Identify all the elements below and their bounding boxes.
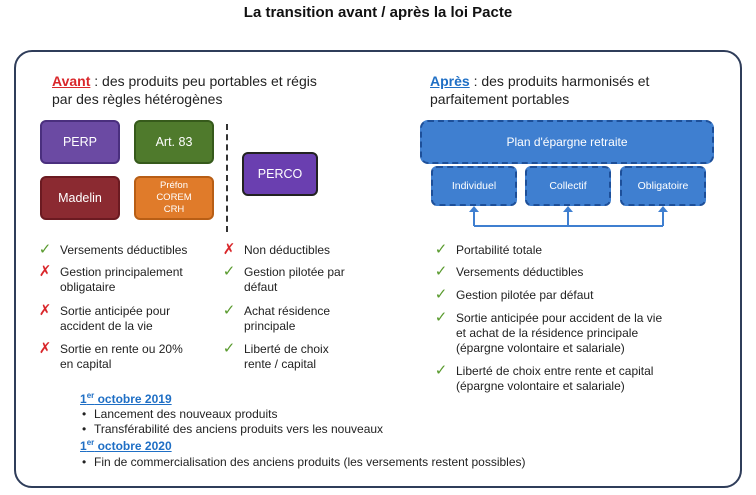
item-text: obligataire — [60, 280, 116, 294]
item-text: Versements déductibles — [456, 265, 584, 279]
after-item — [432, 288, 593, 303]
product-perp: PERP — [40, 120, 120, 164]
timeline-date-1 — [80, 391, 172, 406]
date-2-rest: octobre 2020 — [94, 439, 172, 453]
product-art83: Art. 83 — [134, 120, 214, 164]
item-text: Versements déductibles — [60, 243, 188, 257]
item-text: et achat de la résidence principale — [456, 326, 639, 340]
item-text: Non déductibles — [244, 243, 331, 257]
item-text: Achat résidence — [244, 304, 331, 318]
item-text: Liberté de choix — [244, 342, 329, 356]
cross-icon: ✗ — [38, 263, 52, 280]
before-right-item — [220, 342, 329, 372]
date-1-day: 1 — [80, 392, 87, 406]
check-icon: ✓ — [434, 241, 448, 258]
product-perco: PERCO — [242, 152, 318, 196]
item-text: rente / capital — [244, 357, 317, 371]
item-text: Sortie anticipée pour accident de la vie — [456, 311, 663, 325]
sub-box-collectif: Collectif — [525, 166, 611, 206]
item-text: principale — [244, 319, 296, 333]
arrowhead-individuel — [469, 206, 479, 212]
page-title: La transition avant / après la loi Pacte — [243, 4, 513, 21]
before-left-item — [36, 265, 183, 295]
item-text: Sortie en rente ou 20% — [60, 342, 183, 356]
after-heading-line1: : des produits harmonisés et — [469, 73, 650, 89]
product-madelin: Madelin — [40, 176, 120, 220]
check-icon: ✓ — [222, 302, 236, 319]
check-icon: ✓ — [434, 362, 448, 379]
before-right-item — [220, 304, 330, 334]
before-heading-line1: : des produits peu portables et régis — [90, 73, 317, 89]
item-text: Gestion pilotée par — [244, 265, 345, 279]
check-icon: ✓ — [434, 286, 448, 303]
before-left-item — [36, 342, 183, 372]
after-heading-line2: parfaitement portables — [430, 91, 570, 107]
sub-box-individuel: Individuel — [431, 166, 517, 206]
check-icon: ✓ — [434, 309, 448, 326]
plan-epargne-retraite-box: Plan d'épargne retraite — [420, 120, 714, 164]
timeline-bullet: • Lancement des nouveaux produits — [80, 407, 277, 422]
date-2-day: 1 — [80, 439, 87, 453]
date-2-sup: er — [86, 438, 95, 447]
arrowhead-collectif — [563, 206, 573, 212]
after-item — [432, 243, 542, 258]
after-item — [432, 265, 583, 280]
check-icon: ✓ — [222, 340, 236, 357]
date-1-rest: octobre 2019 — [94, 392, 172, 406]
product-prefon-line3: CRH — [163, 204, 185, 215]
cross-icon: ✗ — [38, 340, 52, 357]
before-keyword: Avant — [52, 73, 91, 89]
item-text: en capital — [60, 357, 112, 371]
timeline-date-2 — [80, 438, 172, 453]
item-text: (épargne volontaire et salariale) — [456, 379, 625, 393]
after-keyword: Après — [430, 73, 470, 89]
before-right-item — [220, 243, 330, 258]
product-prefon-line2: COREM — [156, 192, 192, 203]
sub-box-obligatoire: Obligatoire — [620, 166, 706, 206]
item-text: Portabilité totale — [456, 243, 543, 257]
cross-icon: ✗ — [38, 302, 52, 319]
item-text: Gestion principalement — [60, 265, 183, 279]
arrowhead-obligatoire — [658, 206, 668, 212]
item-text: Sortie anticipée pour — [60, 304, 171, 318]
check-icon: ✓ — [222, 263, 236, 280]
cross-icon: ✗ — [222, 241, 236, 258]
timeline-bullet: • Fin de commercialisation des anciens produits (les versements restent possibles) — [80, 455, 526, 470]
check-icon: ✓ — [434, 263, 448, 280]
before-left-item — [36, 304, 170, 334]
after-item — [432, 311, 662, 356]
before-right-item — [220, 265, 345, 295]
after-item — [432, 364, 653, 394]
item-text: accident de la vie — [60, 319, 153, 333]
date-1-sup: er — [86, 391, 95, 400]
timeline-bullet: • Transférabilité des anciens produits vers les nouveaux — [80, 422, 383, 437]
before-heading-line2: par des règles hétérogènes — [52, 91, 223, 107]
product-prefon-line1: Préfon — [160, 180, 188, 191]
item-text: (épargne volontaire et salariale) — [456, 341, 625, 355]
before-left-item — [36, 243, 187, 258]
check-icon: ✓ — [38, 241, 52, 258]
item-text: Liberté de choix entre rente et capital — [456, 364, 654, 378]
item-text: Gestion pilotée par défaut — [456, 288, 594, 302]
item-text: défaut — [244, 280, 278, 294]
